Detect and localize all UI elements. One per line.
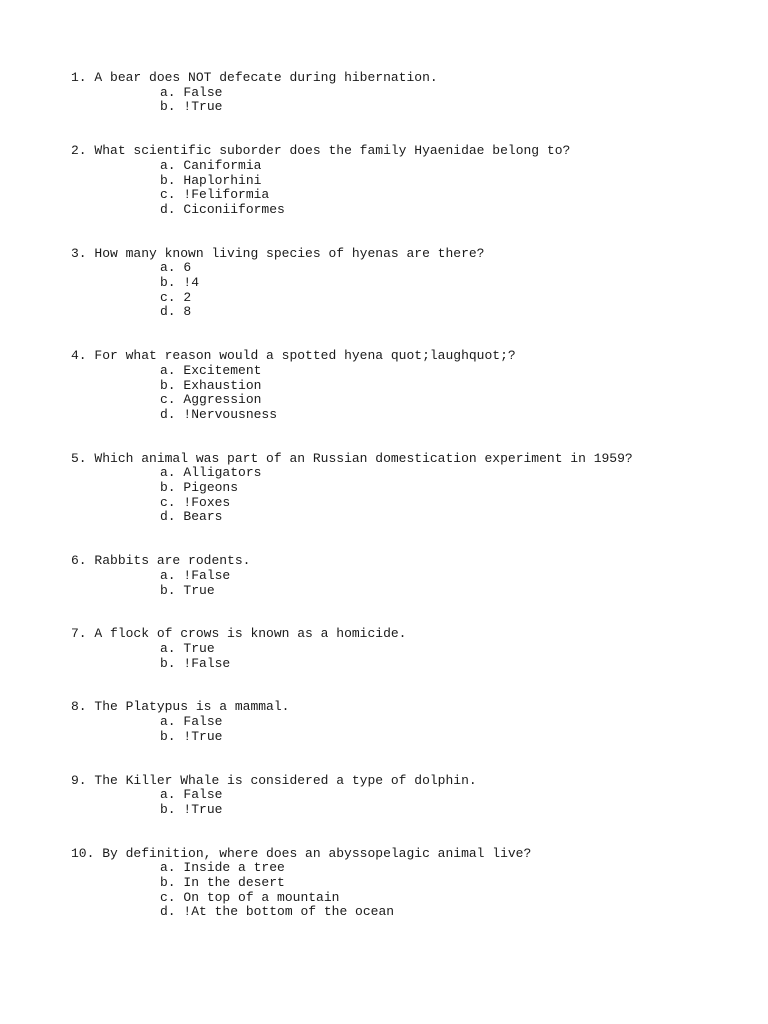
answer-option: [160, 159, 751, 174]
option-text: Haplorhini: [183, 172, 262, 188]
answer-options: [71, 159, 751, 218]
question-text: [71, 144, 751, 159]
answer-option: [160, 584, 751, 599]
answer-option: [160, 291, 751, 306]
answer-option: [160, 730, 751, 745]
answer-option: [160, 861, 751, 876]
question-text: [71, 774, 751, 789]
option-text: Caniformia: [183, 157, 262, 173]
question-number: 6.: [71, 553, 87, 569]
option-text: Excitement: [183, 362, 262, 378]
answer-option: [160, 510, 751, 525]
option-letter: d.: [160, 304, 176, 320]
option-letter: b.: [160, 172, 176, 188]
question-label: What scientific suborder does the family Hyaenidae belong to?: [94, 143, 571, 159]
question-number: 3.: [71, 245, 87, 261]
question-text: [71, 554, 751, 569]
question-number: 1.: [71, 70, 87, 85]
option-text: Pigeons: [183, 480, 239, 496]
option-letter: a.: [160, 714, 176, 730]
option-text: Ciconiiformes: [183, 201, 285, 217]
question-list: [71, 71, 751, 920]
option-text: !True: [183, 728, 223, 744]
question-number: 8.: [71, 699, 87, 715]
answer-option: [160, 905, 751, 920]
option-letter: a.: [160, 362, 176, 378]
question-label: How many known living species of hyenas are there?: [94, 245, 485, 261]
question-text: [71, 700, 751, 715]
option-text: False: [183, 714, 223, 730]
question-number: 4.: [71, 348, 87, 364]
option-text: 2: [183, 289, 192, 305]
option-letter: a.: [160, 84, 176, 100]
answer-option: [160, 100, 751, 115]
question-text: [71, 349, 751, 364]
question-number: 10.: [71, 845, 95, 861]
question-block: [71, 144, 751, 218]
option-letter: c.: [160, 289, 176, 305]
question-block: [71, 349, 751, 423]
question-block: [71, 774, 751, 818]
answer-option: [160, 715, 751, 730]
question-block: [71, 847, 751, 921]
answer-options: [71, 466, 751, 525]
option-text: 8: [183, 304, 192, 320]
question-block: [71, 452, 751, 526]
option-letter: d.: [160, 509, 176, 525]
option-text: Inside a tree: [183, 860, 285, 876]
answer-options: [71, 788, 751, 817]
option-letter: b.: [160, 480, 176, 496]
answer-option: [160, 261, 751, 276]
answer-option: [160, 891, 751, 906]
question-text: [71, 452, 751, 467]
answer-option: [160, 86, 751, 101]
quiz-document: [71, 71, 751, 949]
option-letter: a.: [160, 260, 176, 276]
answer-option: [160, 364, 751, 379]
option-text: !4: [183, 275, 200, 291]
answer-option: [160, 203, 751, 218]
question-block: [71, 71, 751, 115]
option-letter: b.: [160, 275, 176, 291]
question-number: 5.: [71, 450, 87, 466]
option-text: Bears: [183, 509, 223, 525]
answer-options: [71, 715, 751, 744]
option-letter: a.: [160, 567, 176, 583]
option-letter: a.: [160, 640, 176, 656]
answer-options: [71, 364, 751, 423]
option-text: False: [183, 787, 223, 803]
option-letter: d.: [160, 201, 176, 217]
option-text: !Feliformia: [183, 187, 270, 203]
option-letter: d.: [160, 406, 176, 422]
question-label: The Platypus is a mammal.: [94, 699, 290, 715]
option-letter: b.: [160, 875, 176, 891]
question-number: 2.: [71, 143, 87, 159]
option-text: !At the bottom of the ocean: [183, 904, 395, 920]
answer-option: [160, 876, 751, 891]
answer-option: [160, 466, 751, 481]
option-letter: a.: [160, 465, 176, 481]
answer-option: [160, 305, 751, 320]
answer-option: [160, 657, 751, 672]
question-label: Rabbits are rodents.: [94, 553, 251, 569]
question-block: [71, 554, 751, 598]
option-letter: b.: [160, 728, 176, 744]
option-letter: b.: [160, 655, 176, 671]
option-letter: c.: [160, 187, 176, 203]
answer-option: [160, 393, 751, 408]
question-text: [71, 247, 751, 262]
answer-option: [160, 481, 751, 496]
option-text: Exhaustion: [183, 377, 262, 393]
answer-option: [160, 408, 751, 423]
question-label: A flock of crows is known as a homicide.: [94, 626, 407, 642]
question-label: The Killer Whale is considered a type of dolphin.: [94, 772, 477, 788]
answer-option: [160, 379, 751, 394]
option-letter: b.: [160, 377, 176, 393]
question-number: 7.: [71, 626, 87, 642]
option-letter: c.: [160, 889, 176, 905]
answer-option: [160, 569, 751, 584]
answer-options: [71, 86, 751, 115]
option-text: True: [183, 640, 215, 656]
option-letter: c.: [160, 392, 176, 408]
answer-options: [71, 261, 751, 320]
answer-option: [160, 496, 751, 511]
option-text: Aggression: [183, 392, 262, 408]
question-block: [71, 247, 751, 321]
answer-options: [71, 569, 751, 598]
answer-option: [160, 642, 751, 657]
option-text: !True: [183, 99, 223, 115]
question-label: Which animal was part of an Russian domestication experiment in 1959?: [94, 450, 633, 466]
option-text: !True: [183, 801, 223, 817]
question-label: For what reason would a spotted hyena quot;laughquot;?: [94, 348, 516, 364]
option-text: False: [183, 84, 223, 100]
question-number: 9.: [71, 772, 87, 788]
answer-option: [160, 276, 751, 291]
answer-option: [160, 188, 751, 203]
option-text: !Nervousness: [183, 406, 278, 422]
option-text: !Foxes: [183, 494, 231, 510]
option-text: True: [183, 582, 215, 598]
option-letter: b.: [160, 582, 176, 598]
option-text: In the desert: [183, 875, 285, 891]
option-text: !False: [183, 655, 231, 671]
answer-option: [160, 803, 751, 818]
option-letter: d.: [160, 904, 176, 920]
answer-options: [71, 642, 751, 671]
option-text: 6: [183, 260, 192, 276]
option-letter: a.: [160, 860, 176, 876]
answer-options: [71, 861, 751, 920]
question-label: A bear does NOT defecate during hibernation.: [94, 70, 438, 85]
option-letter: b.: [160, 99, 176, 115]
question-label: By definition, where does an abyssopelagic animal live?: [102, 845, 532, 861]
question-text: [71, 627, 751, 642]
question-text: [71, 71, 751, 86]
option-text: On top of a mountain: [183, 889, 340, 905]
question-text: [71, 847, 751, 862]
answer-option: [160, 174, 751, 189]
question-block: [71, 700, 751, 744]
option-letter: a.: [160, 157, 176, 173]
question-block: [71, 627, 751, 671]
option-text: !False: [183, 567, 231, 583]
option-letter: a.: [160, 787, 176, 803]
option-letter: c.: [160, 494, 176, 510]
option-text: Alligators: [183, 465, 262, 481]
answer-option: [160, 788, 751, 803]
option-letter: b.: [160, 801, 176, 817]
